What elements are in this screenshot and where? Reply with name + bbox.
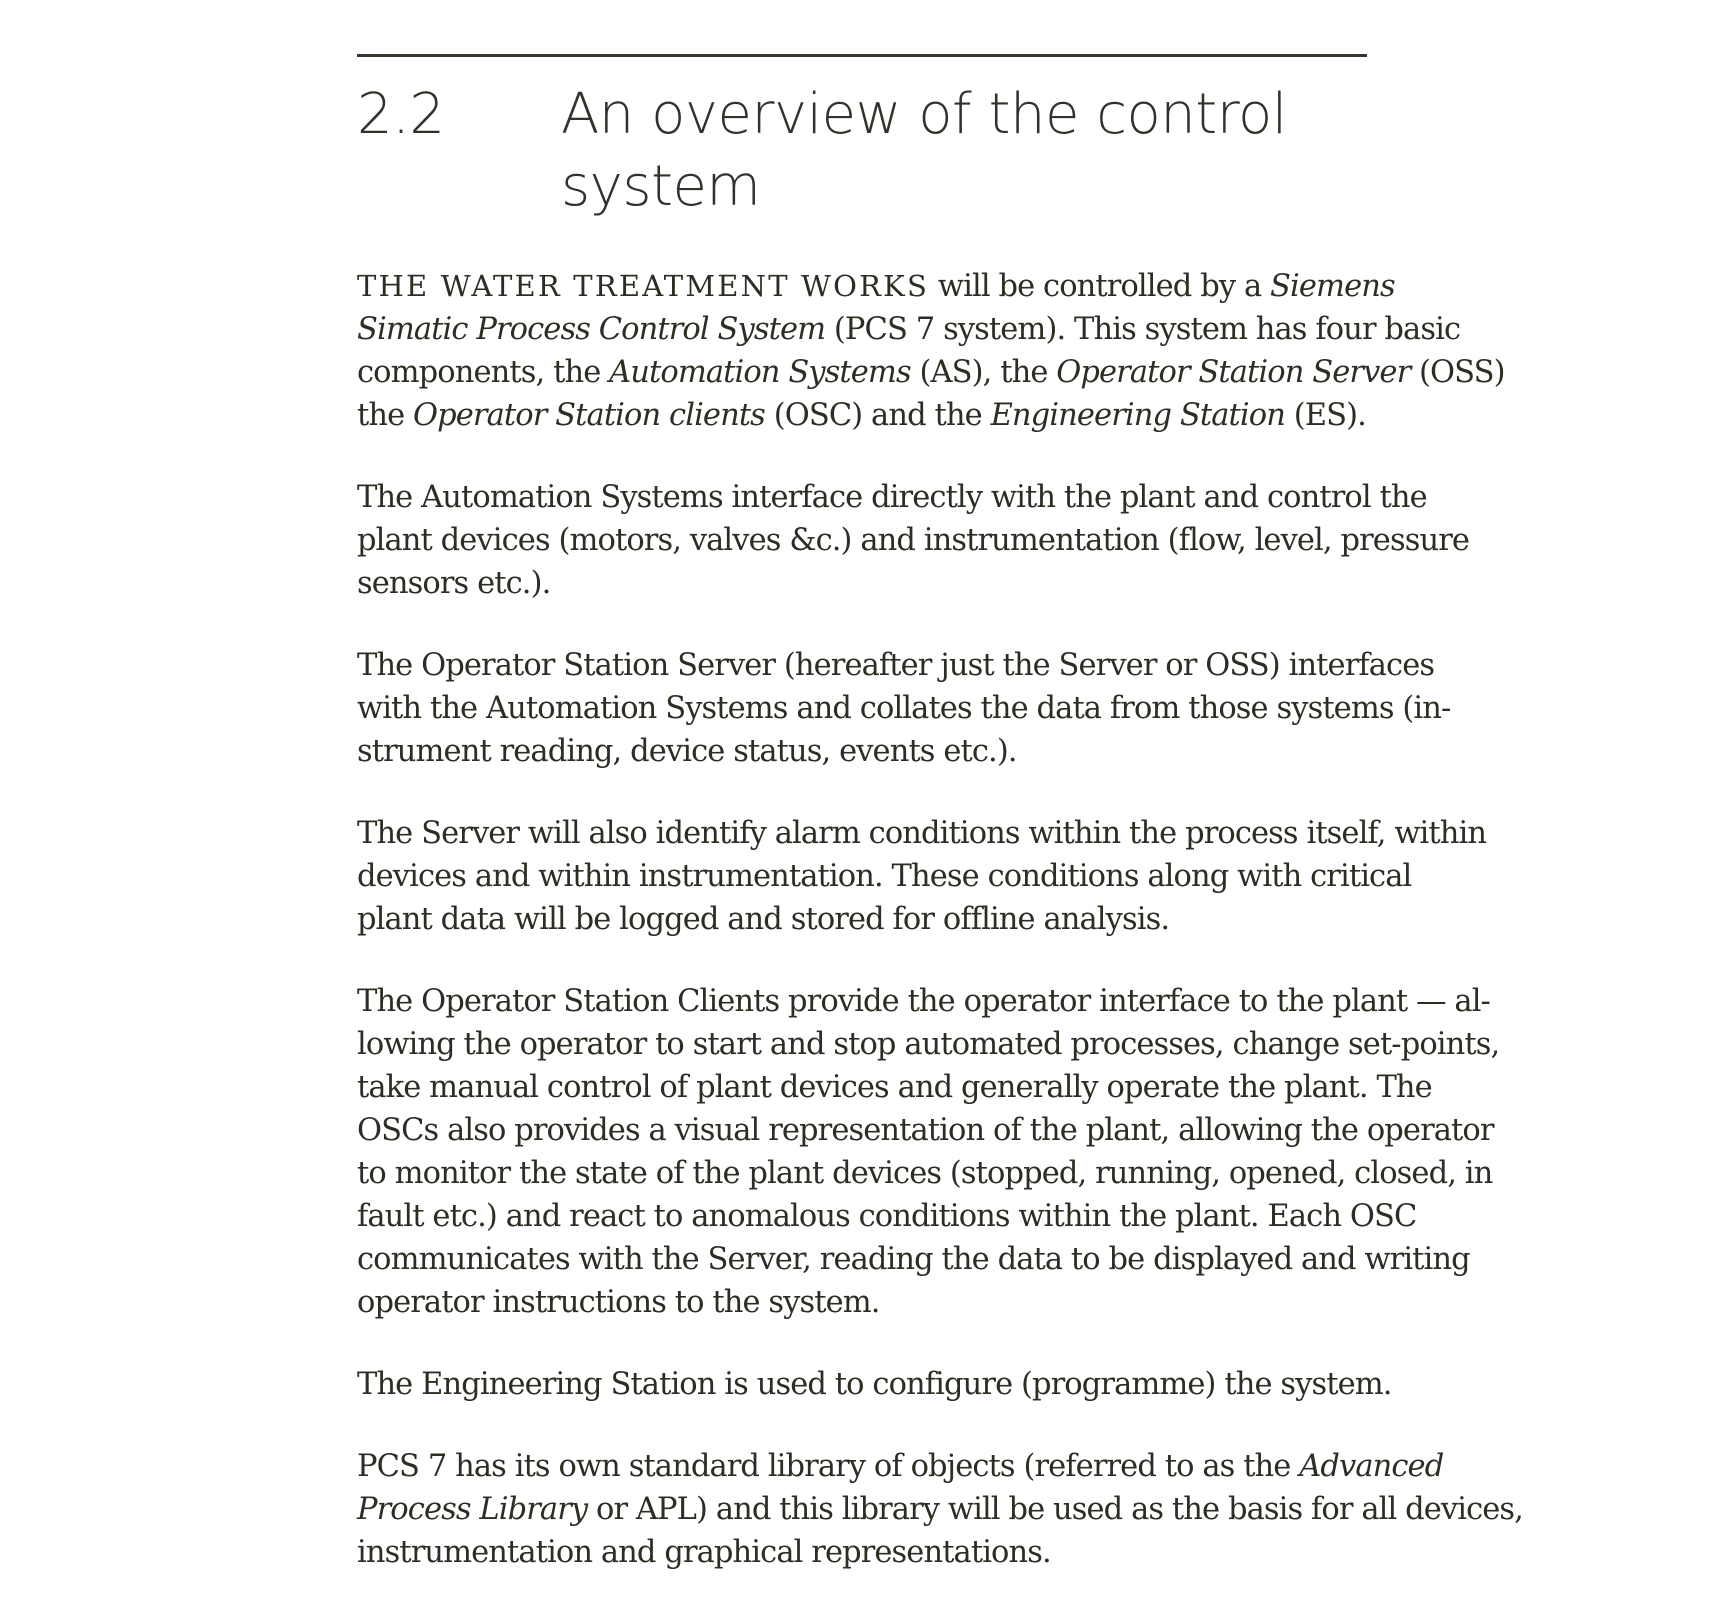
text-line: The Operator Station Server (hereafter just the Server or OSS) interfaces (357, 648, 1435, 683)
text-line: take manual control of plant devices and generally operate the plant. The (357, 1070, 1432, 1105)
text-run: (PCS 7 system). This system has four basic (825, 312, 1461, 347)
paragraph-operator-station-server (357, 644, 1451, 773)
text-line: The Automation Systems interface directly with the plant and control the (357, 480, 1427, 515)
text-line (357, 351, 1505, 394)
text-line: lowing the operator to start and stop automated processes, change set-points, (357, 1027, 1500, 1062)
text-run: will be controlled by a (929, 269, 1271, 304)
text-line: fault etc.) and react to anomalous conditions within the plant. Each OSC (357, 1199, 1417, 1234)
body-text (357, 265, 1523, 1574)
text-run: the (357, 398, 414, 433)
text-line: instrumentation and graphical representations. (357, 1535, 1051, 1570)
section-title-line: An overview of the control (561, 82, 1287, 147)
text-line (357, 1488, 1523, 1531)
text-run: (OSC) and the (764, 398, 991, 433)
text-line: The Operator Station Clients provide the operator interface to the plant — al- (357, 984, 1490, 1019)
text-line (357, 1445, 1444, 1488)
italic-run: Operator Station clients (413, 398, 765, 433)
text-line (357, 308, 1461, 351)
text-run: or APL) and this library will be used as the basis for all devices, (587, 1492, 1523, 1527)
italic-run: Engineering Station (990, 398, 1285, 433)
section-heading (357, 79, 1367, 223)
paragraph-engineering-station (357, 1363, 1392, 1406)
italic-run: Simatic Process Control System (357, 312, 826, 347)
section-title-line: system (561, 154, 761, 219)
italic-run: Advanced (1299, 1449, 1444, 1484)
section-title (561, 79, 1287, 223)
text-line: strument reading, device status, events etc.). (357, 734, 1017, 769)
text-line: operator instructions to the system. (357, 1285, 880, 1320)
text-line: communicates with the Server, reading the data to be displayed and writing (357, 1242, 1470, 1277)
text-line: plant data will be logged and stored for offline analysis. (357, 902, 1170, 937)
paragraph-intro (357, 265, 1505, 437)
italic-run: Operator Station Server (1056, 355, 1411, 390)
text-run: components, the (357, 355, 610, 390)
text-line: OSCs also provides a visual representation of the plant, allowing the operator (357, 1113, 1494, 1148)
text-line: plant devices (motors, valves &c.) and instrumentation (flow, level, pressure (357, 523, 1470, 558)
text-run: PCS 7 has its own standard library of objects (referred to as the (357, 1449, 1300, 1484)
italic-run: Process Library (357, 1492, 588, 1527)
text-line: sensors etc.). (357, 566, 551, 601)
text-run: (AS), the (910, 355, 1057, 390)
paragraph-server-alarms (357, 812, 1487, 941)
text-run: (OSS) (1410, 355, 1505, 390)
text-line: The Engineering Station is used to configure (programme) the system. (357, 1367, 1392, 1402)
paragraph-automation-systems (357, 476, 1470, 605)
section-rule (357, 54, 1367, 57)
text-line: devices and within instrumentation. These conditions along with critical (357, 859, 1412, 894)
text-line: to monitor the state of the plant devices (stopped, running, opened, closed, in (357, 1156, 1493, 1191)
text-line: The Server will also identify alarm conditions within the process itself, within (357, 816, 1487, 851)
paragraph-apl (357, 1445, 1523, 1574)
lead-in-caps: THE WATER TREATMENT WORKS (357, 269, 930, 303)
italic-run: Automation Systems (609, 355, 911, 390)
section-number: 2.2 (357, 82, 445, 147)
text-line: with the Automation Systems and collates the data from those systems (in- (357, 691, 1451, 726)
text-line (357, 394, 1367, 437)
text-line (357, 265, 1395, 308)
italic-run: Siemens (1270, 269, 1395, 304)
paragraph-operator-station-clients (357, 980, 1500, 1324)
document-page (357, 54, 1523, 1613)
text-run: (ES). (1284, 398, 1366, 433)
